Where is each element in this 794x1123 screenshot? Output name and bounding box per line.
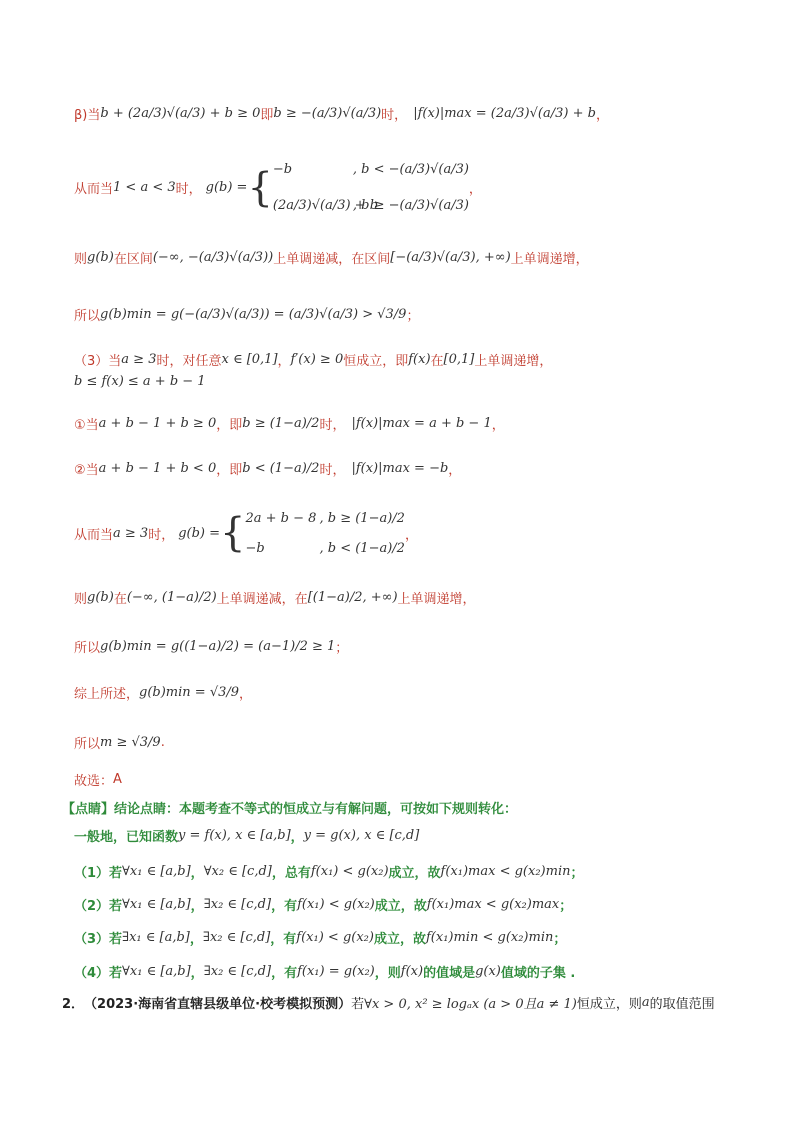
text: ，即 xyxy=(216,418,243,433)
text: 的值域是 xyxy=(423,966,476,981)
text: 综上所述， xyxy=(74,687,140,702)
case-expr: (2a/3)√(a/3) + b xyxy=(272,198,379,213)
line-piecewise-2 xyxy=(74,500,418,566)
text: （2）若 xyxy=(74,899,123,914)
line-rule-2 xyxy=(74,895,572,914)
text: ； xyxy=(406,309,420,324)
text: 成立，故 xyxy=(388,866,441,881)
math-function: y = g(x), x ∈ [c,d] xyxy=(303,828,420,843)
math: f(x₁) < g(x₂) xyxy=(296,930,374,945)
text: ， xyxy=(468,182,482,197)
math-derivative: f′(x) ≥ 0 xyxy=(290,352,344,367)
text: 从而当 xyxy=(74,182,114,197)
text: 故选： xyxy=(74,774,114,789)
line-sub-case-2 xyxy=(74,459,461,478)
text: 时， xyxy=(148,527,175,543)
math-condition: a ≥ 3 xyxy=(113,525,149,541)
math: g(x) xyxy=(475,964,501,979)
text: 上单调递减，在 xyxy=(216,592,308,607)
math: ∃x₂ ∈ [c,d] xyxy=(202,930,271,945)
line-min-1 xyxy=(74,305,419,324)
text: （3）当 xyxy=(74,354,122,369)
math-result: g(b)min = g((1−a)/2) = (a−1)/2 ≥ 1 xyxy=(100,639,336,654)
text: ， xyxy=(189,932,203,947)
math-g: g(b) xyxy=(87,590,114,605)
math-result: m ≥ √3/9 xyxy=(100,735,161,750)
line-bound xyxy=(74,374,206,389)
question-number: 2． xyxy=(62,997,85,1012)
math-interval: [0,1] xyxy=(443,352,475,367)
text: （1）若 xyxy=(74,866,123,881)
line-rule-1 xyxy=(74,862,584,881)
math: f(x₁) = g(x₂) xyxy=(297,964,375,979)
math-condition: a + b − 1 + b ≥ 0 xyxy=(98,416,217,431)
math: ∀x₁ ∈ [a,b] xyxy=(122,964,191,979)
text: ， xyxy=(404,527,418,543)
math-condition: b ≥ −(a/3)√(a/3) xyxy=(273,106,382,121)
case-cond: , b < (1−a)/2 xyxy=(319,540,405,556)
text: 恒成立，即 xyxy=(343,354,409,369)
text: ， xyxy=(190,866,204,881)
text: ； xyxy=(559,899,573,914)
line-beta-case xyxy=(74,104,609,123)
line-general xyxy=(74,826,419,845)
text: 若 xyxy=(351,997,365,1012)
piecewise-cases xyxy=(245,503,404,563)
text: 上单调递减，在区间 xyxy=(273,252,391,267)
math-condition: a ≥ 3 xyxy=(121,352,157,367)
piecewise-cases xyxy=(273,152,469,224)
math-var: a xyxy=(641,995,650,1010)
text: ，有 xyxy=(270,932,297,947)
text: 时， xyxy=(319,418,346,433)
text: 所以 xyxy=(74,737,101,752)
text: ， xyxy=(448,463,462,478)
math-result: |f(x)|max = −b xyxy=(351,461,449,476)
math-condition: b ≥ (1−a)/2 xyxy=(242,416,320,431)
text: ， xyxy=(491,418,505,433)
case-cond: , b ≥ −(a/3)√(a/3) xyxy=(352,198,469,213)
tip-heading: 【点睛】结论点睛：本题考查不等式的恒成立与有解问题，可按如下规则转化： xyxy=(62,802,518,817)
math-condition: 1 < a < 3 xyxy=(113,180,176,195)
text: ，总有 xyxy=(271,866,311,881)
text: ； xyxy=(570,866,584,881)
math-interval: (−∞, (1−a)/2) xyxy=(126,590,217,605)
brace-icon: { xyxy=(247,164,273,211)
math-g: g(b) = xyxy=(205,180,248,195)
brace-icon: { xyxy=(220,510,246,556)
line-min-2 xyxy=(74,637,348,656)
case-cond: , b < −(a/3)√(a/3) xyxy=(352,162,469,177)
text: 恒成立，则 xyxy=(576,997,642,1012)
answer-choice: A xyxy=(113,772,122,787)
text: 所以 xyxy=(74,641,101,656)
math: f(x₁)max < g(x₂)max xyxy=(426,897,560,912)
math: f(x₁) < g(x₂) xyxy=(310,864,389,879)
line-monotonic-2 xyxy=(74,588,476,607)
question-source: （2023·海南省直辖县级单位·校考模拟预测） xyxy=(84,997,352,1012)
line-case-3 xyxy=(74,350,552,369)
math-interval: x ∈ [0,1] xyxy=(221,352,278,367)
case-expr: −b xyxy=(245,540,265,556)
text: ， xyxy=(277,354,291,369)
text: 所以 xyxy=(74,309,101,324)
math-interval: (−∞, −(a/3)√(a/3)) xyxy=(152,250,274,265)
text: 一般地，已知函数 xyxy=(74,830,179,845)
line-sub-case-1 xyxy=(74,414,505,433)
line-piecewise-1 xyxy=(74,150,482,225)
text: 在区间 xyxy=(113,252,153,267)
line-monotonic-1 xyxy=(74,248,589,267)
text: ，有 xyxy=(271,966,298,981)
math-result: |f(x)|max = a + b − 1 xyxy=(351,416,492,431)
math-g: g(b) = xyxy=(178,525,221,541)
math-f: f(x) xyxy=(408,352,431,367)
text: β)当 xyxy=(74,108,101,123)
text: ， xyxy=(239,687,253,702)
text: 时，对任意 xyxy=(156,354,222,369)
text: 在 xyxy=(113,592,127,607)
text: 上单调递增， xyxy=(397,592,476,607)
math-g: g(b) xyxy=(87,250,114,265)
math-condition: a + b − 1 + b < 0 xyxy=(98,461,217,476)
text: 成立，故 xyxy=(374,899,427,914)
text: 上单调递增， xyxy=(510,252,589,267)
math: ∃x₂ ∈ [c,d] xyxy=(203,964,272,979)
line-summary xyxy=(74,683,252,702)
math-interval: [−(a/3)√(a/3), +∞) xyxy=(390,250,511,265)
math: ∃x₂ ∈ [c,d] xyxy=(203,897,272,912)
math: f(x₁)min < g(x₂)min xyxy=(425,930,554,945)
text: 值域的子集 . xyxy=(500,966,576,981)
math-condition: ∀x > 0, x² ≥ logₐx (a > 0且a ≠ 1) xyxy=(364,997,577,1012)
math: f(x₁) < g(x₂) xyxy=(297,897,375,912)
text: 上单调递增， xyxy=(474,354,553,369)
text: （3）若 xyxy=(74,932,123,947)
math-condition: b + (2a/3)√(a/3) + b ≥ 0 xyxy=(100,106,261,121)
line-rule-4 xyxy=(74,962,575,981)
text: 从而当 xyxy=(74,527,114,543)
text: ； xyxy=(553,932,567,947)
text: 时， xyxy=(319,463,346,478)
math: f(x) xyxy=(400,964,424,979)
math-inequality: b ≤ f(x) ≤ a + b − 1 xyxy=(74,374,206,389)
text: ， xyxy=(190,966,204,981)
math-condition: b < (1−a)/2 xyxy=(242,461,320,476)
math-result: g(b)min = g(−(a/3)√(a/3)) = (a/3)√(a/3) > √3/9 xyxy=(100,307,407,322)
math-result: g(b)min = √3/9 xyxy=(139,685,240,700)
text: . xyxy=(160,735,165,750)
text: 时， xyxy=(175,182,202,197)
text: 即 xyxy=(260,108,274,123)
text: 则 xyxy=(74,592,88,607)
math-result: |f(x)|max = (2a/3)√(a/3) + b xyxy=(413,106,596,121)
math: ∀x₁ ∈ [a,b] xyxy=(122,897,191,912)
text: ②当 xyxy=(74,463,99,478)
text: ，则 xyxy=(374,966,401,981)
line-question-2 xyxy=(62,993,715,1012)
line-rule-3 xyxy=(74,928,566,947)
case-expr: −b xyxy=(272,162,293,177)
math: f(x₁)max < g(x₂)min xyxy=(440,864,571,879)
text: ，有 xyxy=(271,899,298,914)
text: ； xyxy=(335,641,349,656)
line-conclusion xyxy=(74,733,165,752)
case-expr: 2a + b − 8 xyxy=(245,510,317,526)
line-tip-heading xyxy=(62,798,517,817)
text: ， xyxy=(595,108,609,123)
line-answer xyxy=(74,770,122,789)
math: ∀x₁ ∈ [a,b] xyxy=(122,864,191,879)
case-cond: , b ≥ (1−a)/2 xyxy=(319,510,405,526)
text: ， xyxy=(290,830,304,845)
text: 则 xyxy=(74,252,88,267)
text: ， xyxy=(190,899,204,914)
text: 在 xyxy=(430,354,444,369)
math: ∃x₁ ∈ [a,b] xyxy=(122,930,190,945)
text: 时， xyxy=(381,108,408,123)
text: （4）若 xyxy=(74,966,123,981)
math-interval: [(1−a)/2, +∞) xyxy=(307,590,398,605)
text: 的取值范围 xyxy=(649,997,715,1012)
math-function: y = f(x), x ∈ [a,b] xyxy=(178,828,291,843)
math: ∀x₂ ∈ [c,d] xyxy=(203,864,272,879)
text: ，即 xyxy=(216,463,243,478)
text: ①当 xyxy=(74,418,99,433)
text: 成立，故 xyxy=(373,932,426,947)
